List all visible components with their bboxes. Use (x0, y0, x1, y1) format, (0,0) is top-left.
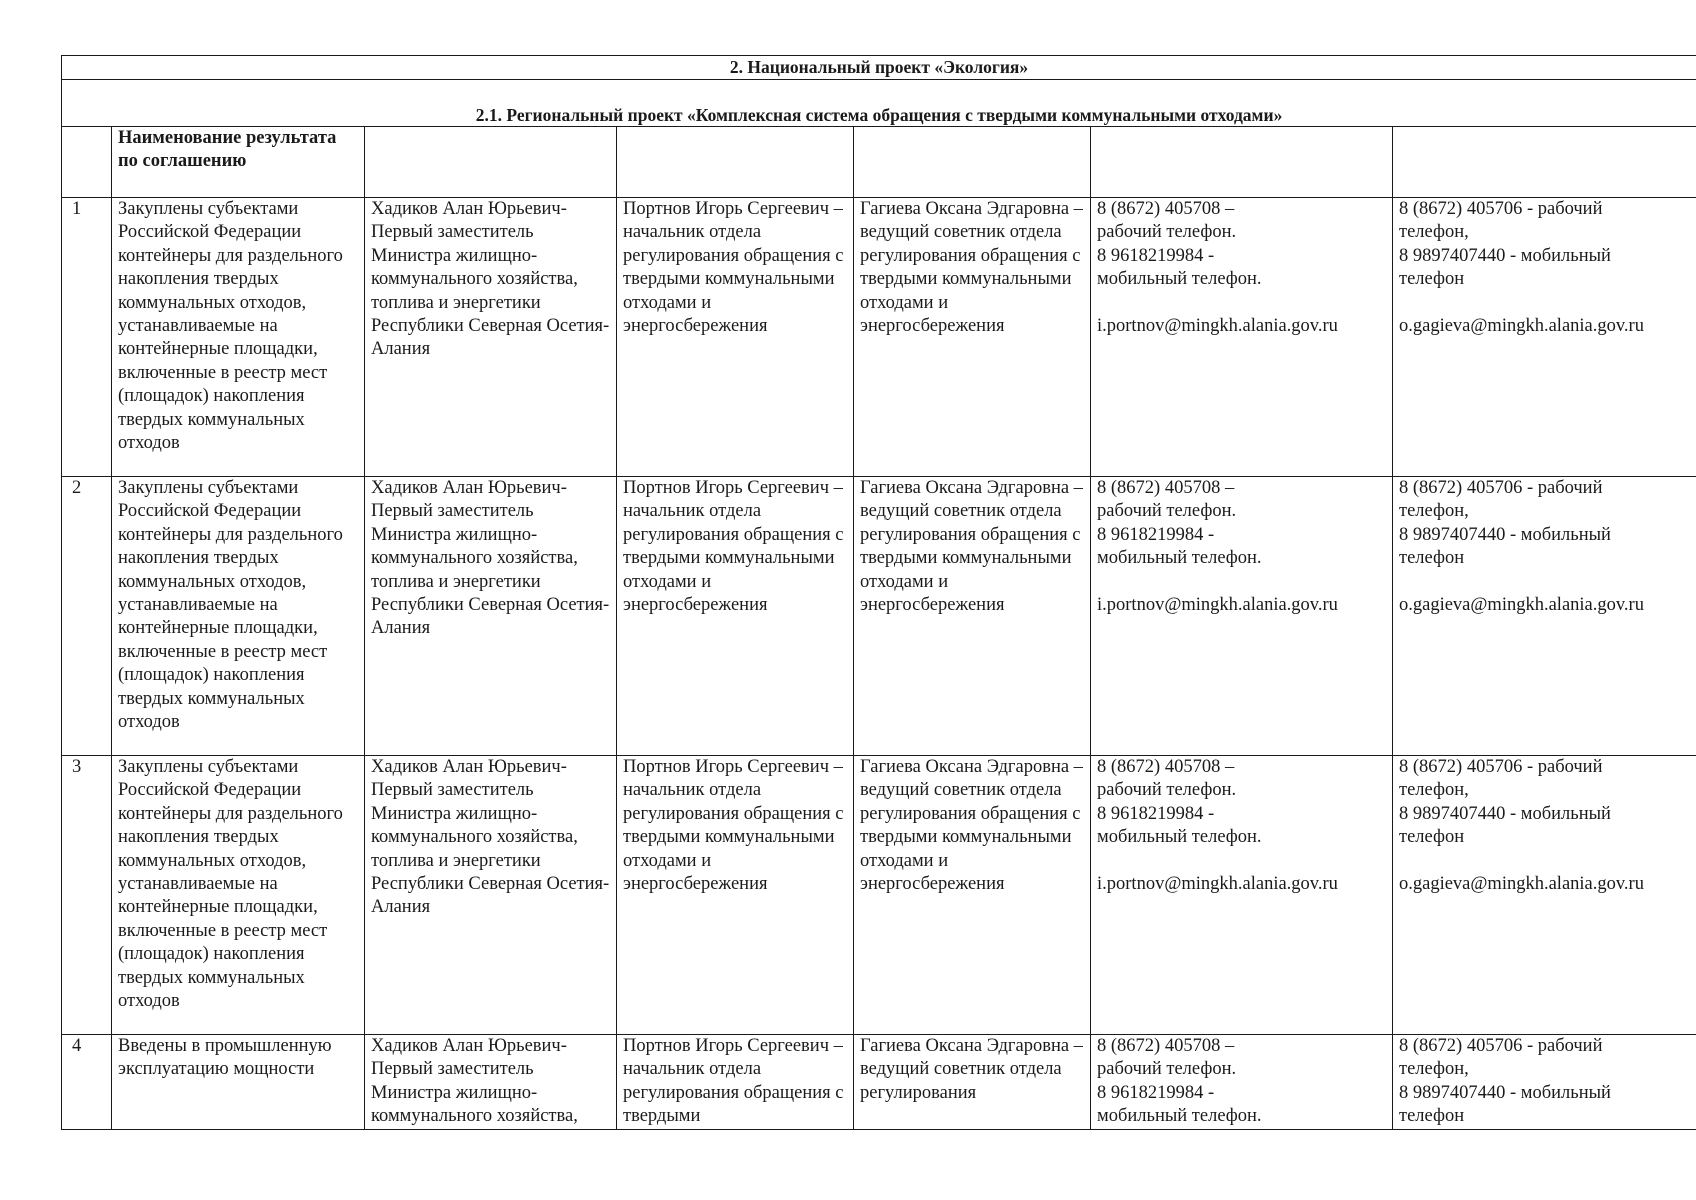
spacer (1097, 571, 1386, 594)
subsection-title-row (62, 80, 1696, 127)
contact-person: Гагиева Оксана Эдгаровна – ведущий советник отдела регулирования обращения с твердыми коммунальными отходами и энергосбережения (854, 198, 1091, 477)
executor-phone-mobile: 8 9618219984 - (1097, 245, 1215, 266)
section-title-row (62, 56, 1696, 80)
contact-contacts (1393, 198, 1696, 477)
row-number: 1 (62, 198, 112, 477)
executor-contacts (1091, 198, 1393, 477)
table-row (62, 756, 1696, 1035)
result-name: Введены в промышленную эксплуатацию мощности (112, 1035, 365, 1130)
header-num-cell (62, 127, 112, 198)
results-table (61, 55, 1696, 1130)
contact-phone-work-label: телефон, (1399, 1059, 1469, 1080)
executor-contacts (1091, 756, 1393, 1035)
contact-person: Гагиева Оксана Эдгаровна – ведущий советник отдела регулирования (854, 1035, 1091, 1130)
executor-phone-work: 8 (8672) 405708 – (1097, 199, 1235, 219)
header-executor-cell (617, 127, 854, 198)
contact-contacts (1393, 477, 1696, 756)
result-name: Закуплены субъектами Российской Федерации контейнеры для раздельного накопления твердых коммунальных отходов, устанавливаемые на контейнерные площадки, включенные в реестр мест (площадок) накопления твердых коммунальных отходов (112, 756, 365, 1035)
executor-phone-mobile: 8 9618219984 - (1097, 1082, 1215, 1103)
header-executor-contacts-cell (1091, 127, 1393, 198)
executor-person: Портнов Игорь Сергеевич – начальник отдела регулирования обращения с твердыми (617, 1035, 854, 1130)
executor-phone-mobile-label: мобильный телефон. (1097, 269, 1262, 290)
row-number: 4 (62, 1035, 112, 1130)
table-row (62, 1035, 1696, 1130)
executor-phone-mobile-label: мобильный телефон. (1097, 548, 1262, 569)
contact-email: o.gagieva@mingkh.alania.gov.ru (1399, 874, 1644, 895)
spacer (1097, 292, 1386, 315)
responsible-person: Хадиков Алан Юрьевич- Первый заместитель Министра жилищно-коммунального хозяйства, топлива и энергетики Республики Северная Осетия-Алания (365, 477, 617, 756)
contact-phone-mobile: 8 9897407440 - мобильный (1399, 1082, 1611, 1103)
executor-contacts (1091, 1035, 1393, 1130)
contact-phone-work-label: телефон, (1399, 222, 1469, 243)
executor-phone-work-label: рабочий телефон. (1097, 780, 1237, 801)
contact-phone-mobile: 8 9897407440 - мобильный (1399, 245, 1611, 266)
spacer (1399, 571, 1690, 594)
contact-phone-mobile: 8 9897407440 - мобильный (1399, 803, 1611, 824)
executor-person: Портнов Игорь Сергеевич – начальник отдела регулирования обращения с твердыми коммунальными отходами и энергосбережения (617, 756, 854, 1035)
executor-phone-mobile-label: мобильный телефон. (1097, 1106, 1262, 1127)
contact-person: Гагиева Оксана Эдгаровна – ведущий советник отдела регулирования обращения с твердыми коммунальными отходами и энергосбережения (854, 477, 1091, 756)
contact-phone-work-label: телефон, (1399, 780, 1469, 801)
contact-phone-mobile-label: телефон (1399, 269, 1465, 290)
executor-phone-work: 8 (8672) 405708 – (1097, 478, 1235, 498)
header-result-name: Наименование результата по соглашению (118, 128, 337, 172)
row-number: 2 (62, 477, 112, 756)
executor-phone-mobile: 8 9618219984 - (1097, 803, 1215, 824)
contact-email: o.gagieva@mingkh.alania.gov.ru (1399, 595, 1644, 616)
executor-email: i.portnov@mingkh.alania.gov.ru (1097, 316, 1338, 337)
table-row (62, 198, 1696, 477)
header-responsible-cell (365, 127, 617, 198)
executor-phone-work-label: рабочий телефон. (1097, 1059, 1237, 1080)
header-contact-contacts-cell (1393, 127, 1696, 198)
responsible-person: Хадиков Алан Юрьевич- Первый заместитель Министра жилищно-коммунального хозяйства, топлива и энергетики Республики Северная Осетия-Алания (365, 756, 617, 1035)
row-number: 3 (62, 756, 112, 1035)
executor-person: Портнов Игорь Сергеевич – начальник отдела регулирования обращения с твердыми коммунальными отходами и энергосбережения (617, 477, 854, 756)
executor-phone-mobile: 8 9618219984 - (1097, 524, 1215, 545)
executor-phone-work: 8 (8672) 405708 – (1097, 757, 1235, 777)
executor-phone-mobile-label: мобильный телефон. (1097, 827, 1262, 848)
contact-phone-work-label: телефон, (1399, 501, 1469, 522)
header-contact-cell (854, 127, 1091, 198)
contact-phone-mobile-label: телефон (1399, 827, 1465, 848)
executor-phone-work: 8 (8672) 405708 – (1097, 1036, 1235, 1056)
table-header-row (62, 127, 1696, 198)
contact-contacts (1393, 1035, 1696, 1130)
executor-phone-work-label: рабочий телефон. (1097, 222, 1237, 243)
contact-phone-work: 8 (8672) 405706 - рабочий (1399, 478, 1603, 498)
executor-contacts (1091, 477, 1393, 756)
spacer (1097, 850, 1386, 873)
executor-email: i.portnov@mingkh.alania.gov.ru (1097, 874, 1338, 895)
contact-phone-work: 8 (8672) 405706 - рабочий (1399, 199, 1603, 219)
executor-person: Портнов Игорь Сергеевич – начальник отдела регулирования обращения с твердыми коммунальными отходами и энергосбережения (617, 198, 854, 477)
result-name: Закуплены субъектами Российской Федерации контейнеры для раздельного накопления твердых коммунальных отходов, устанавливаемые на контейнерные площадки, включенные в реестр мест (площадок) накопления твердых коммунальных отходов (112, 198, 365, 477)
contact-phone-mobile-label: телефон (1399, 548, 1465, 569)
responsible-person: Хадиков Алан Юрьевич- Первый заместитель Министра жилищно-коммунального хозяйства, (365, 1035, 617, 1130)
contact-contacts (1393, 756, 1696, 1035)
header-result-cell (112, 127, 365, 198)
subsection-title: 2.1. Региональный проект «Комплексная система обращения с твердыми коммунальными отходами» (62, 80, 1696, 127)
executor-phone-work-label: рабочий телефон. (1097, 501, 1237, 522)
contact-phone-mobile: 8 9897407440 - мобильный (1399, 524, 1611, 545)
contact-person: Гагиева Оксана Эдгаровна – ведущий советник отдела регулирования обращения с твердыми коммунальными отходами и энергосбережения (854, 756, 1091, 1035)
contact-phone-work: 8 (8672) 405706 - рабочий (1399, 757, 1603, 777)
contact-email: o.gagieva@mingkh.alania.gov.ru (1399, 316, 1644, 337)
contact-phone-mobile-label: телефон (1399, 1106, 1465, 1127)
spacer (1399, 292, 1690, 315)
spacer (1399, 850, 1690, 873)
contact-phone-work: 8 (8672) 405706 - рабочий (1399, 1036, 1603, 1056)
result-name: Закуплены субъектами Российской Федерации контейнеры для раздельного накопления твердых коммунальных отходов, устанавливаемые на контейнерные площадки, включенные в реестр мест (площадок) накопления твердых коммунальных отходов (112, 477, 365, 756)
table-row (62, 477, 1696, 756)
executor-email: i.portnov@mingkh.alania.gov.ru (1097, 595, 1338, 616)
responsible-person: Хадиков Алан Юрьевич- Первый заместитель Министра жилищно-коммунального хозяйства, топлива и энергетики Республики Северная Осетия-Алания (365, 198, 617, 477)
section-title: 2. Национальный проект «Экология» (62, 56, 1696, 80)
